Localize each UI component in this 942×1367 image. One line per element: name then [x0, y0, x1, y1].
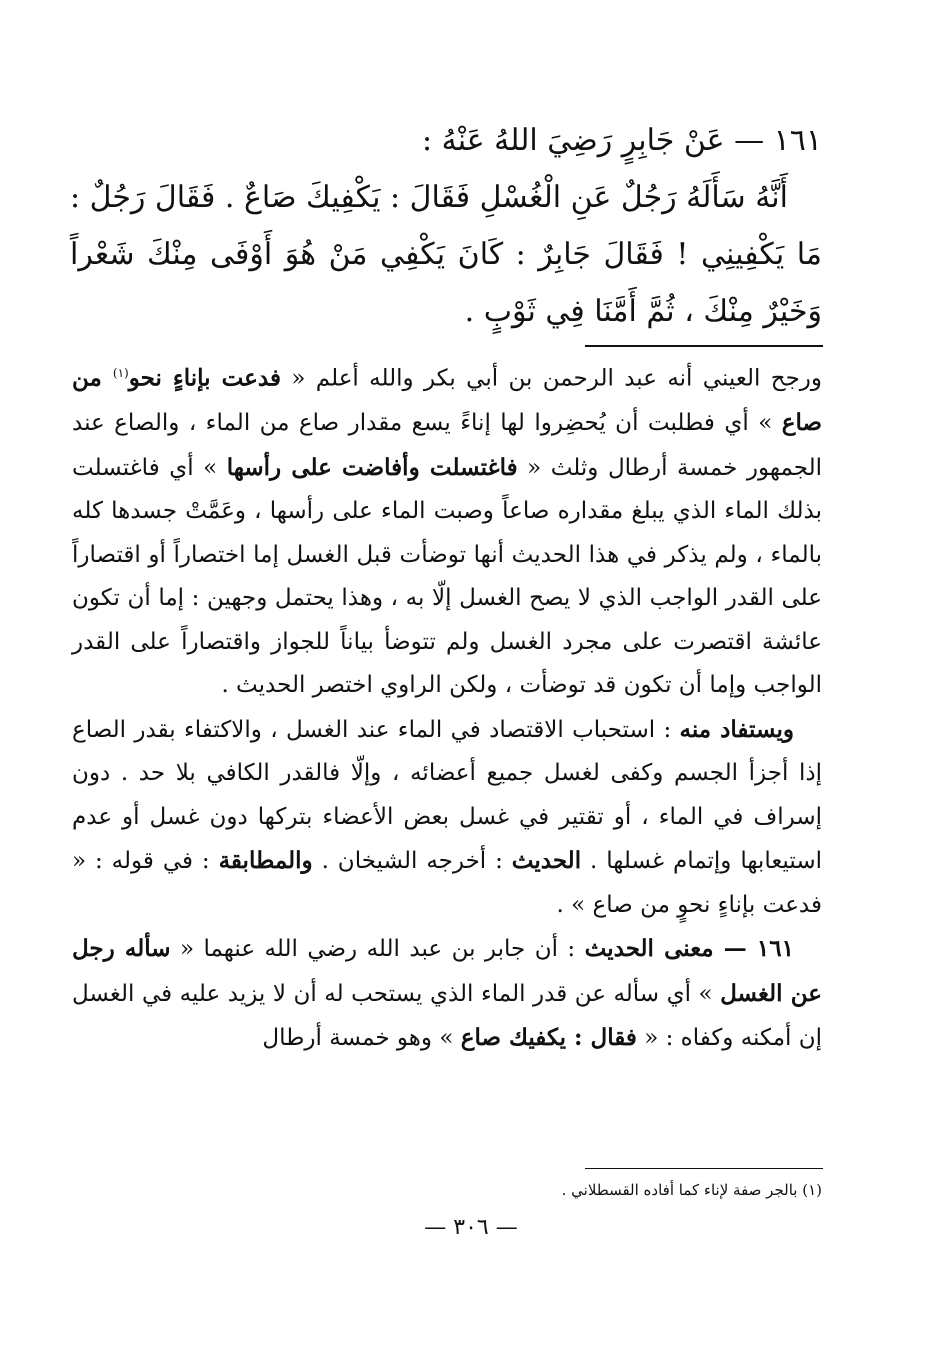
text-run: : استحباب الاقتصاد في الماء عند الغسل ، والاكتفاء بقدر الصاع إذا أجزأ الجسم وكفى لغسل جميع أعضائه ، وإلّا فالقدر الكافي بلا حد . دون إسراف في الماء ، أو تقتير في غسل بعض الأعضاء بتركها دون غسل أو عدم استيعابها وإتمام غسلها . [72, 716, 823, 875]
text-run: : أن جابر بن عبد الله رضي الله عنهما « [170, 936, 585, 963]
section-heading: والمطابقة [218, 847, 313, 875]
commentary-paragraph-2 [72, 708, 822, 928]
quoted-hadith-phrase: فقال : يكفيك صاع [460, 1024, 637, 1052]
page-number: — ٣٠٦ — [424, 1215, 518, 1240]
hadith-text: أَنَّهُ سَأَلَهُ رَجُلٌ عَنِ الْغُسْلِ فَقَالَ : يَكْفِيكَ صَاعٌ . فَقَالَ رَجُلٌ : مَا يَكْفِينِي ! فَقَالَ جَابِرٌ : كَانَ يَكْفِي مَنْ هُوَ أَوْفَى مِنْكَ شَعْراً وَخَيْرٌ مِنْكَ ، ثُمَّ أَمَّنَا فِي ثَوْبٍ . [70, 180, 822, 329]
section-heading: ويستفاد منه [679, 715, 794, 743]
text-run: » أي فاغتسلت بذلك الماء الذي يبلغ مقداره صاعاً وصبت الماء على رأسها ، وعَمَّتْ جسدها كله بالماء ، ولم يذكر في هذا الحديث أنها توضأت قبل الغسل إما اختصاراً أو اقتصاراً على القدر الواجب الذي لا يصح الغسل إلّا به ، وهذا يحتمل وجهين : إما أن تكون عائشة اقتصرت على مجرد الغسل ولم تتوضأ بياناً للجواز واقتصاراً على القدر الواجب وإما أن تكون قد توضأت ، ولكن الراوي اختصر الحديث . [72, 454, 822, 699]
quoted-hadith-phrase: فاغتسلت وأفاضت على رأسها [226, 453, 518, 481]
footnote-divider [585, 1168, 823, 1169]
text-run: ورجح العيني أنه عبد الرحمن بن أبي بكر والله أعلم « [280, 365, 822, 392]
commentary-paragraph-1 [72, 352, 822, 708]
quoted-hadith-phrase: فدعت بإناءٍ نحو [128, 364, 281, 392]
text-run: » وهو خمسة أرطال [262, 1025, 461, 1052]
section-divider [585, 345, 823, 347]
hadith-block [70, 112, 822, 340]
quoted-hadith-phrase: سأله رجل عن الغسل [72, 935, 822, 1007]
commentary-block [72, 352, 822, 1061]
text-run: » أي فطلبت أن يُحضِروا لها إناءً يسع مقدار صاع من الماء ، والصاع عند الجمهور خمسة أرطال وثلث « [72, 410, 823, 481]
text-run: : أخرجه الشيخان . [312, 848, 512, 875]
text-run: : في قوله : « فدعت بإناءٍ نحوٍ من صاع » . [72, 848, 822, 918]
text-run: » أي سأله عن قدر الماء الذي يستحب له أن لا يزيد عليه في الغسل إن أمكنه وكفاه : « [72, 980, 822, 1052]
footnote: (١) بالجر صفة لإناء كما أفاده القسطلاني . [561, 1181, 822, 1199]
section-heading: الحديث [511, 847, 582, 875]
section-heading: ١٦١ — معنى الحديث [584, 935, 794, 963]
quoted-hadith-phrase: من صاع [72, 364, 822, 437]
hadith-header: ١٦١ — عَنْ جَابِرٍ رَضِيَ اللهُ عَنْهُ : [421, 123, 822, 158]
footnote-reference: (١) [112, 366, 129, 380]
commentary-paragraph-3 [72, 927, 822, 1061]
